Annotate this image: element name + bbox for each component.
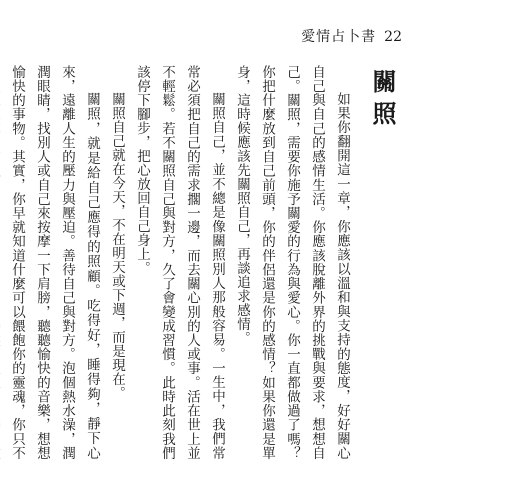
paragraph: 如果你翻開這一章，你應該以溫和與支持的態度，好好關心自己與自己的感情生活。你應該脫離外界的挑戰與要求，想想自己。關照，需要你施予關愛的行為與愛心。你一直都做過了嗎？你把什麼放到自己前頭，你的伴侶還是你的感情？如果你還是單身，這時候應該先關照自己，再談追求感情。 [234, 65, 350, 460]
running-header [301, 26, 402, 46]
body-text [0, 65, 402, 460]
paragraph: 關照自己，並不總是像關照別人那般容易。一生中，我們常常必須把自己的需求擱一邊，而去關心別的人或事。活在世上並不輕鬆。若不關照自己與對方，久了會變成習慣。此時此刻我們該停下腳步，把心放回自己身上。 [134, 65, 225, 460]
section-title: 關照 [368, 69, 397, 133]
page-number: 22 [384, 29, 402, 45]
book-title: 愛情占卜書 [301, 29, 377, 45]
paragraph: 關照，就是給自己應得的照顧。吃得好，睡得夠，靜下心來，遠離人生的壓力與壓迫。善待自己與對方。泡個熱水澡，潤潤眼睛，找別人或自己來按摩一下肩膀，聽聽愉快的音樂，想想愉快的事物。其實，你早就知道什麼可以餵飽你的靈魂，你只不 [9, 65, 100, 460]
paragraph: 關照自己就在今天，不在明天或下週，而是現在。 [109, 92, 125, 400]
